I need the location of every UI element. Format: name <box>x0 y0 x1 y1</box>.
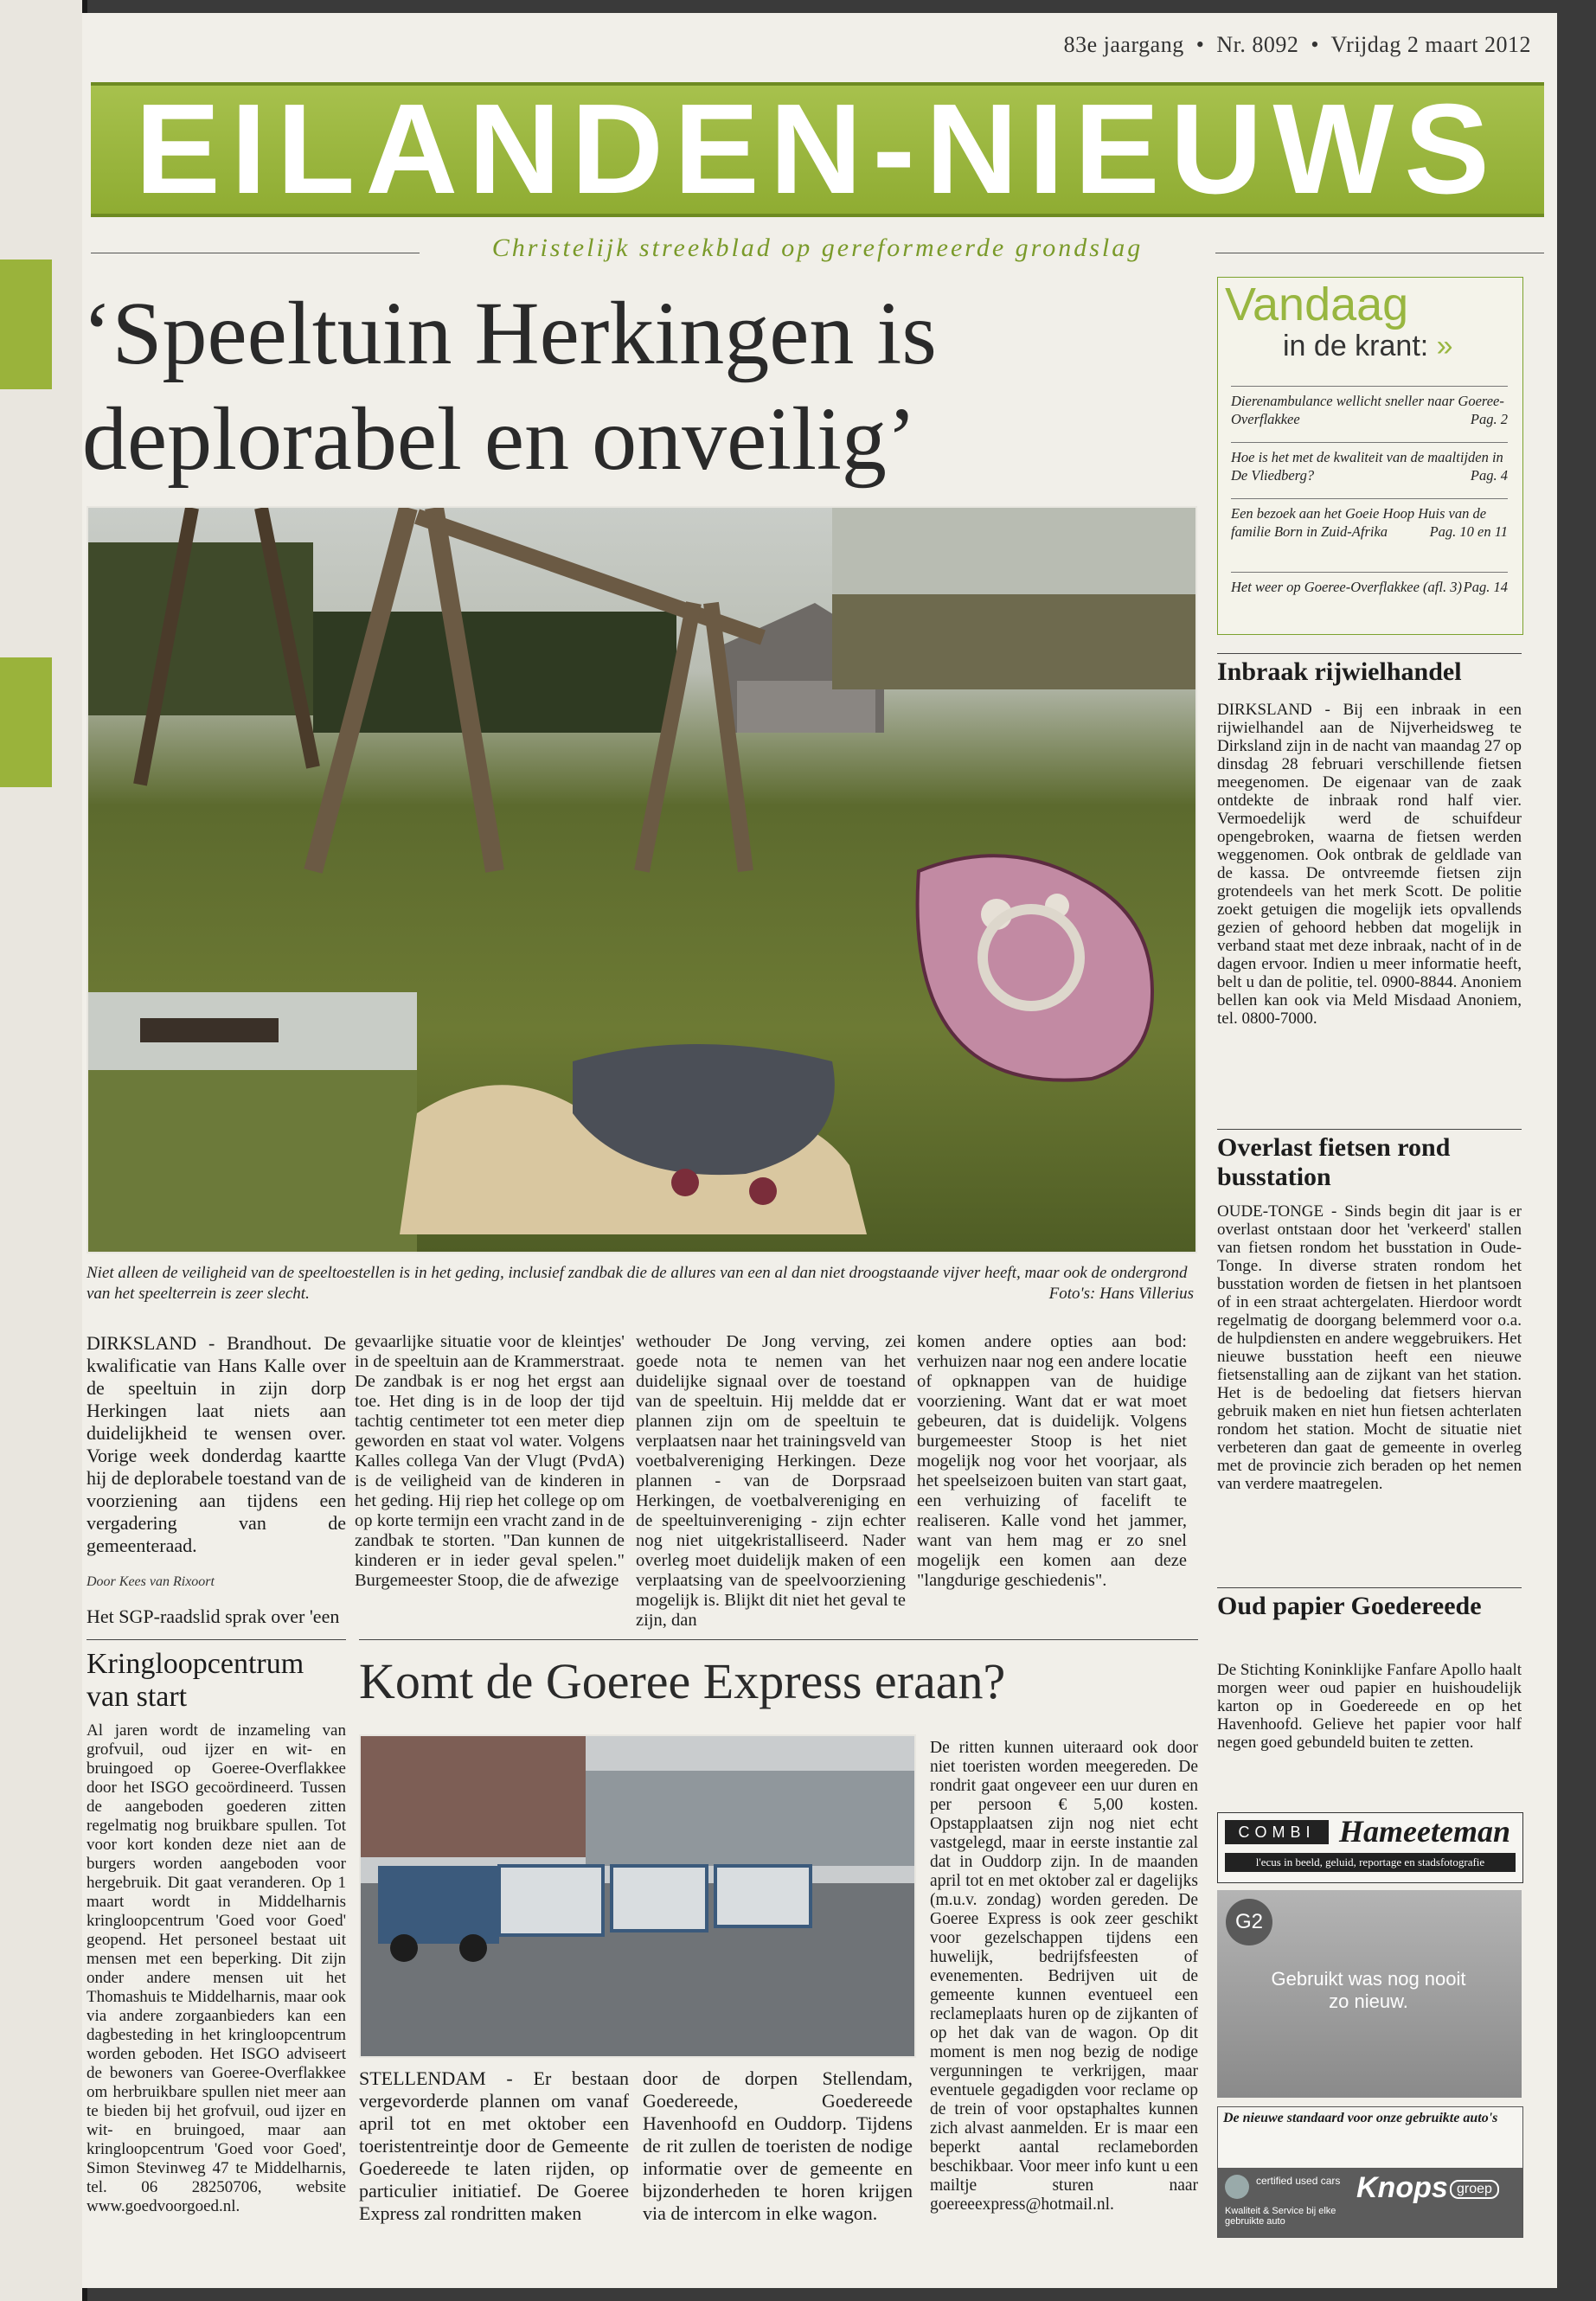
masthead-title: EILANDEN-NIEUWS <box>91 82 1544 217</box>
section-rule <box>87 1639 346 1640</box>
adjacent-page-tab <box>0 260 52 389</box>
playground-photo <box>87 506 1197 1253</box>
byline: Door Kees van Rixoort <box>87 1574 215 1589</box>
vandaag-item[interactable]: Hoe is het met de kwaliteit van de maaltijden in De Vliedberg? Pag. 4 <box>1231 442 1508 484</box>
kringloop-story: Al jaren wordt de inzameling van grofvuil, oud ijzer en wit- en bruingoed op Goeree-Overflakkee door het ISGO gecoördineerd. Tussen de aangeboden goederen zitten regelmatig nog bruikbare spullen. Tot voor kort konden deze niet aan de burgers worden aangeboden voor hergebruik. Dit gaat veranderen. Op 1 maart wordt in Middelharnis kringloopcentrum 'Goed voor Goed' geopend. Het personeel bestaat uit mensen met een beperking. Dit zijn onder andere mensen uit het Thomashuis te Middelharnis, maar ook via andere zorgaanbieders kan een dagbesteding in het kringloopcentrum worden geboden. Het ISGO adviseert de bewoners van Goeree-Overflakkee om herbruikbare spullen niet meer aan te bieden bij het grofvuil, oud ijzer en wit- en bruingoed, maar aan kringloopcentrum 'Goed voor Goed', Simon Stevinweg 47 te Middelharnis, tel. 06 28250706, website www.goedvoorgoed.nl. <box>87 1721 346 2215</box>
ad-g2[interactable] <box>1217 1890 1522 2098</box>
express-headline: Komt de Goeree Express eraan? <box>359 1653 1006 1709</box>
vandaag-item[interactable]: Een bezoek aan het Goeie Hoop Huis van de familie Born in Zuid-Afrika Pag. 10 en 11 <box>1231 498 1508 541</box>
edition-date: Vrijdag 2 maart 2012 <box>1330 32 1531 57</box>
edition-info: 83e jaargang • Nr. 8092 • Vrijdag 2 maart 2012 <box>1063 32 1531 57</box>
adjacent-page-strip <box>0 0 87 2301</box>
edition-year: 83e jaargang <box>1063 32 1184 57</box>
vandaag-item[interactable]: Het weer op Goeree-Overflakkee (afl. 3) Pag. 14 <box>1231 572 1508 596</box>
sidebar-story-inbraak: DIRKSLAND - Bij een inbraak in een rijwielhandel aan de Nijverheidsweg te Dirksland zijn in de nacht van maandag 27 op dinsdag 28 februari verschillende fietsen meegenomen. De eigenaar van de zaak ontdekte de inbraak rond half vier. Vermoedelijk werd de schuifdeur opengebroken, waarna de fietsen werden weggenomen. Ook ontbrak de geldlade van de kassa. De ontvreemde fietsen zijn grotendeels van het merk Scott. De politie zoekt getuigen die mogelijk iets opvallends gezien of gehoord hebben dat mogelijk in verband staat met deze inbraak, nacht of in de dagen ervoor. Indien u meer informatie heeft, belt u dan de politie, tel. 0900-8844. Anoniem bellen kan ook via Meld Misdaad Anoniem, tel. 0800-7000. <box>1217 701 1522 1028</box>
vandaag-title: Vandaag <box>1225 279 1409 330</box>
sidebar-headline-oudpapier: Oud papier Goedereede <box>1217 1592 1482 1620</box>
adjacent-page-tab <box>0 657 52 787</box>
express-lead-b: door de dorpen Stellendam, Goedereede, Goedereede Havenhoofd en Ouddorp. Tijdens de rit zullen de toeristen de nodige informatie over de gemeente en bijzonderheden te horen krijgen via de intercom in elke wagon. <box>643 2067 913 2224</box>
lead-photo-caption: Niet alleen de veiligheid van de speeltoestellen is in het geding, inclusief zandbak die de allures van een al dan niet droogstaande vijver heeft, maar ook de ondergrond van het speelterrein is zeer slecht. Foto's: Hans Villerius <box>87 1264 1194 1303</box>
vandaag-box <box>1217 277 1523 635</box>
masthead-tagline: Christelijk streekblad op gereformeerde grondslag <box>91 234 1544 268</box>
lead-headline: ‘Speeltuin Herkingen is deplorabel en onveilig’ <box>82 284 937 489</box>
express-photo-drawing <box>361 1736 914 2056</box>
g2-slogan: Gebruikt was nog nooit zo nieuw. <box>1271 1968 1466 2012</box>
combi-logo: COMBI <box>1225 1820 1329 1844</box>
edition-number: Nr. 8092 <box>1216 32 1299 57</box>
lead-story-column-2: gevaarlijke situatie voor de kleintjes' in de speeltuin aan de Krammerstraat. De zandbak is er nog het ergst aan toe. Het ding is in de loop der tijd tachtig centimeter tot een meter diep geworden en staat vol water. Volgens Kalles collega Van der Vlugt (PvdA) is de veiligheid van de kinderen in het geding. Hij riep het college op om op korte termijn een vracht zand in de zandbak te storten. "Dan kunnen de kinderen er in ieder geval spelen." Burgemeester Stoop, die de afwezige <box>355 1332 625 1590</box>
knops-logo: Knops <box>1356 2171 1448 2204</box>
sidebar-rule <box>1217 1587 1522 1588</box>
vandaag-subtitle: in de krant: » <box>1283 330 1453 362</box>
playground-photo-drawing <box>88 508 1195 1252</box>
lead-story-column-3: wethouder De Jong verving, zei goede nota te nemen van het duidelijke signaal over de toestand van de speeltuin. Hij meldde dat er plannen zijn om de speeltuin te verplaatsen naar het trainingsveld van voetbalvereniging Herkingen. Deze plannen - van de Dorpsraad Herkingen, de voetbalvereniging en de speeltuinvereniging - zijn echter nog niet uitgekristalliseerd. Nader overleg moet duidelijk maken of een verplaatsing van de speelvoorziening mogelijk is. Blijkt dit niet het geval te zijn, dan <box>636 1332 906 1630</box>
sidebar-headline-inbraak: Inbraak rijwielhandel <box>1217 657 1462 686</box>
newspaper-page <box>82 13 1557 2288</box>
sidebar-rule <box>1217 653 1522 654</box>
ad-hameeteman[interactable]: COMBI Hameeteman l'ecus in beeld, geluid, reportage en stadsfotografie <box>1217 1812 1523 1883</box>
section-rule <box>359 1639 1198 1640</box>
g2-logo: G2 <box>1226 1899 1272 1945</box>
sidebar-headline-overlast: Overlast fietsen rond busstation <box>1217 1133 1451 1191</box>
express-lead-a: STELLENDAM - Er bestaan vergevorderde plannen om vanaf april tot en met oktober een toeristentreintje door de Gemeente Goedereede te laten rijden, op particulier initiatief. De Goeree Express zal rondritten maken <box>359 2067 629 2224</box>
express-story: De ritten kunnen uiteraard ook door niet toeristen worden meegereden. De rondrit gaat ongeveer een uur duren en per persoon € 5,00 kosten. Opstapplaatsen zijn nog niet echt vastgelegd, maar in eerste instantie zal dat in Ouddorp zijn. In de maanden april tot en met oktober zal er dagelijks (m.u.v. zondag) worden gereden. De Goeree Express is ook zeer geschikt voor gezelschappen tijdens een huwelijk, bedrijfsfeesten of evenementen. Bedrijven uit de gemeente kunnen eventueel een reclameplaats huren op de zijkanten of op het dak van de wagon. Op dit moment is men nog bezig de nodige vergunningen te verkrijgen, maar eventuele gegadigden voor reclame op de trein of voor opstaphaltes kunnen zich alvast aanmelden. Er is maar een beperkt aantal reclameborden beschikbaar. Voor meer info kunt u een mailtje sturen naar goereeexpress@hotmail.nl. <box>930 1739 1198 2214</box>
kringloop-headline: Kringloopcentrum van start <box>87 1648 304 1713</box>
ad-knops[interactable]: De nieuwe standaard voor onze gebruikte auto's certified used cars Kwaliteit & Service bij elke gebruikte auto Knops groep <box>1217 2106 1523 2238</box>
sidebar-story-oudpapier: De Stichting Koninklijke Fanfare Apollo haalt morgen weer oud papier en huishoudelijk karton op in Goedereede en op het Havenhoofd. Gelieve het papier voor half negen goed gebundeld buiten te zetten. <box>1217 1661 1522 1752</box>
g2-certified-icon <box>1225 2175 1249 2199</box>
sidebar-story-overlast: OUDE-TONGE - Sinds begin dit jaar is er overlast ontstaan door het 'verkeerd' stallen van fietsen rondom het busstation in Oude-Tonge. In diverse straten rondom het busstation worden de fietsen in het plantsoen of in een straat achtergelaten. Hierdoor wordt regelmatig de doorgang belemmerd voor o.a. de hulpdiensten en andere weggebruikers. Het nieuwe busstation heeft een nieuwe fietsenstalling aan de zijkant van het station. Het is de bedoeling dat fietsers hiervan gebruik maken en niet hun fietsen achterlaten rondom het station. Mocht de situatie niet verbeteren dan gaat de gemeente in overleg met de provincie zich beraden op het nemen van verdere maatregelen. <box>1217 1202 1522 1493</box>
hameeteman-logo: Hameeteman <box>1339 1814 1510 1849</box>
lead-story-column-4: komen andere opties aan bod: verhuizen naar nog een andere locatie of opknappen van de huidige voorziening. Want dat er wat moet gebeuren, dat is duidelijk. Volgens burgemeester Stoop is het niet mogelijk nog voor het voorjaar, als het speelseizoen buiten van start gaat, een verhuizing of facelift te realiseren. Kalle vond het jammer, want van hem mag er zo snel mogelijk een komen aan deze "langdurige geschiedenis". <box>917 1332 1187 1590</box>
photo-credit: Foto's: Hans Villerius <box>1048 1285 1194 1303</box>
lead-story-column-1: DIRKSLAND - Brandhout. De kwalificatie van Hans Kalle over de speeltuin in zijn dorp Herkingen laat niets aan duidelijkheid te wensen over. Vorige week donderdag kaartte hij de deplorabele toestand van de voorziening aan tijdens een vergadering van de gemeenteraad. Door Kees van Rixoort Het SGP-raadslid sprak over 'een <box>87 1332 346 1627</box>
sidebar-rule <box>1217 1129 1522 1130</box>
express-photo <box>359 1734 916 2058</box>
vandaag-item[interactable]: Dierenambulance wellicht sneller naar Goeree-Overflakkee Pag. 2 <box>1231 386 1508 428</box>
